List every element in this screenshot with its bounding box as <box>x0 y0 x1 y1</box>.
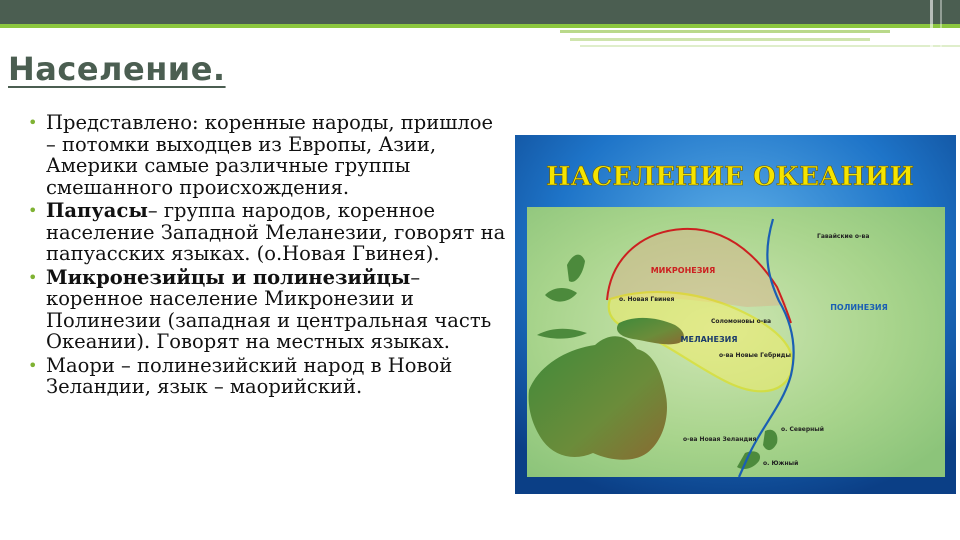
bullet-item <box>28 112 506 198</box>
label-solomon: Соломоновы о-ва <box>711 318 772 325</box>
label-micronesia: МИКРОНЕЗИЯ <box>650 266 716 275</box>
map-title: НАСЕЛЕНИЕ ОКЕАНИИ <box>545 162 915 192</box>
bullet-icon: • <box>28 201 38 220</box>
label-north-island: о. Северный <box>781 426 824 433</box>
bullet-text: – группа народов, коренное население Западной Меланезии, говорят на папуасских языках. (о.Новая Гвинея). <box>46 199 506 265</box>
decor-stripe <box>0 24 960 28</box>
decor-stripe <box>930 0 933 47</box>
label-polynesia: ПОЛИНЕЗИЯ <box>830 303 888 312</box>
bullet-item <box>28 267 506 353</box>
bullet-text: Маори – полинезийский народ в Новой Зеландии, язык – маорийский. <box>46 353 453 398</box>
label-new-hebrides: о-ва Новые Гебриды <box>719 352 791 359</box>
bullet-strong: Папуасы <box>46 199 148 222</box>
decor-stripe <box>940 0 942 47</box>
bullet-list <box>28 112 506 400</box>
decor-stripe <box>570 38 870 41</box>
label-new-zealand: о-ва Новая Зеландия <box>683 436 757 443</box>
bullet-item <box>28 200 506 265</box>
page-title: Население. <box>8 50 226 88</box>
oceania-population-map <box>515 135 956 494</box>
label-melanesia: МЕЛАНЕЗИЯ <box>680 335 738 344</box>
bullet-icon: • <box>28 267 38 287</box>
bullet-icon: • <box>28 113 38 132</box>
bullet-item <box>28 355 506 398</box>
decor-stripe <box>580 45 960 47</box>
decor-stripe <box>560 30 890 33</box>
label-south-island: о. Южный <box>763 460 799 467</box>
top-bar <box>0 0 960 24</box>
bullet-icon: • <box>28 355 38 375</box>
label-hawaii: Гавайские о-ва <box>817 233 870 240</box>
label-new-guinea: о. Новая Гвинея <box>619 296 675 303</box>
bullet-strong: Микронезийцы и полинезийцы <box>46 265 411 289</box>
bullet-text: – коренное население Микронезии и Полинезии (западная и центральная часть Океании). Говорят на местных языках. <box>46 265 492 353</box>
bullet-text: Представлено: коренные народы, пришлое – потомки выходцев из Европы, Азии, Америки самые различные группы смешанного происхождения. <box>46 111 494 199</box>
